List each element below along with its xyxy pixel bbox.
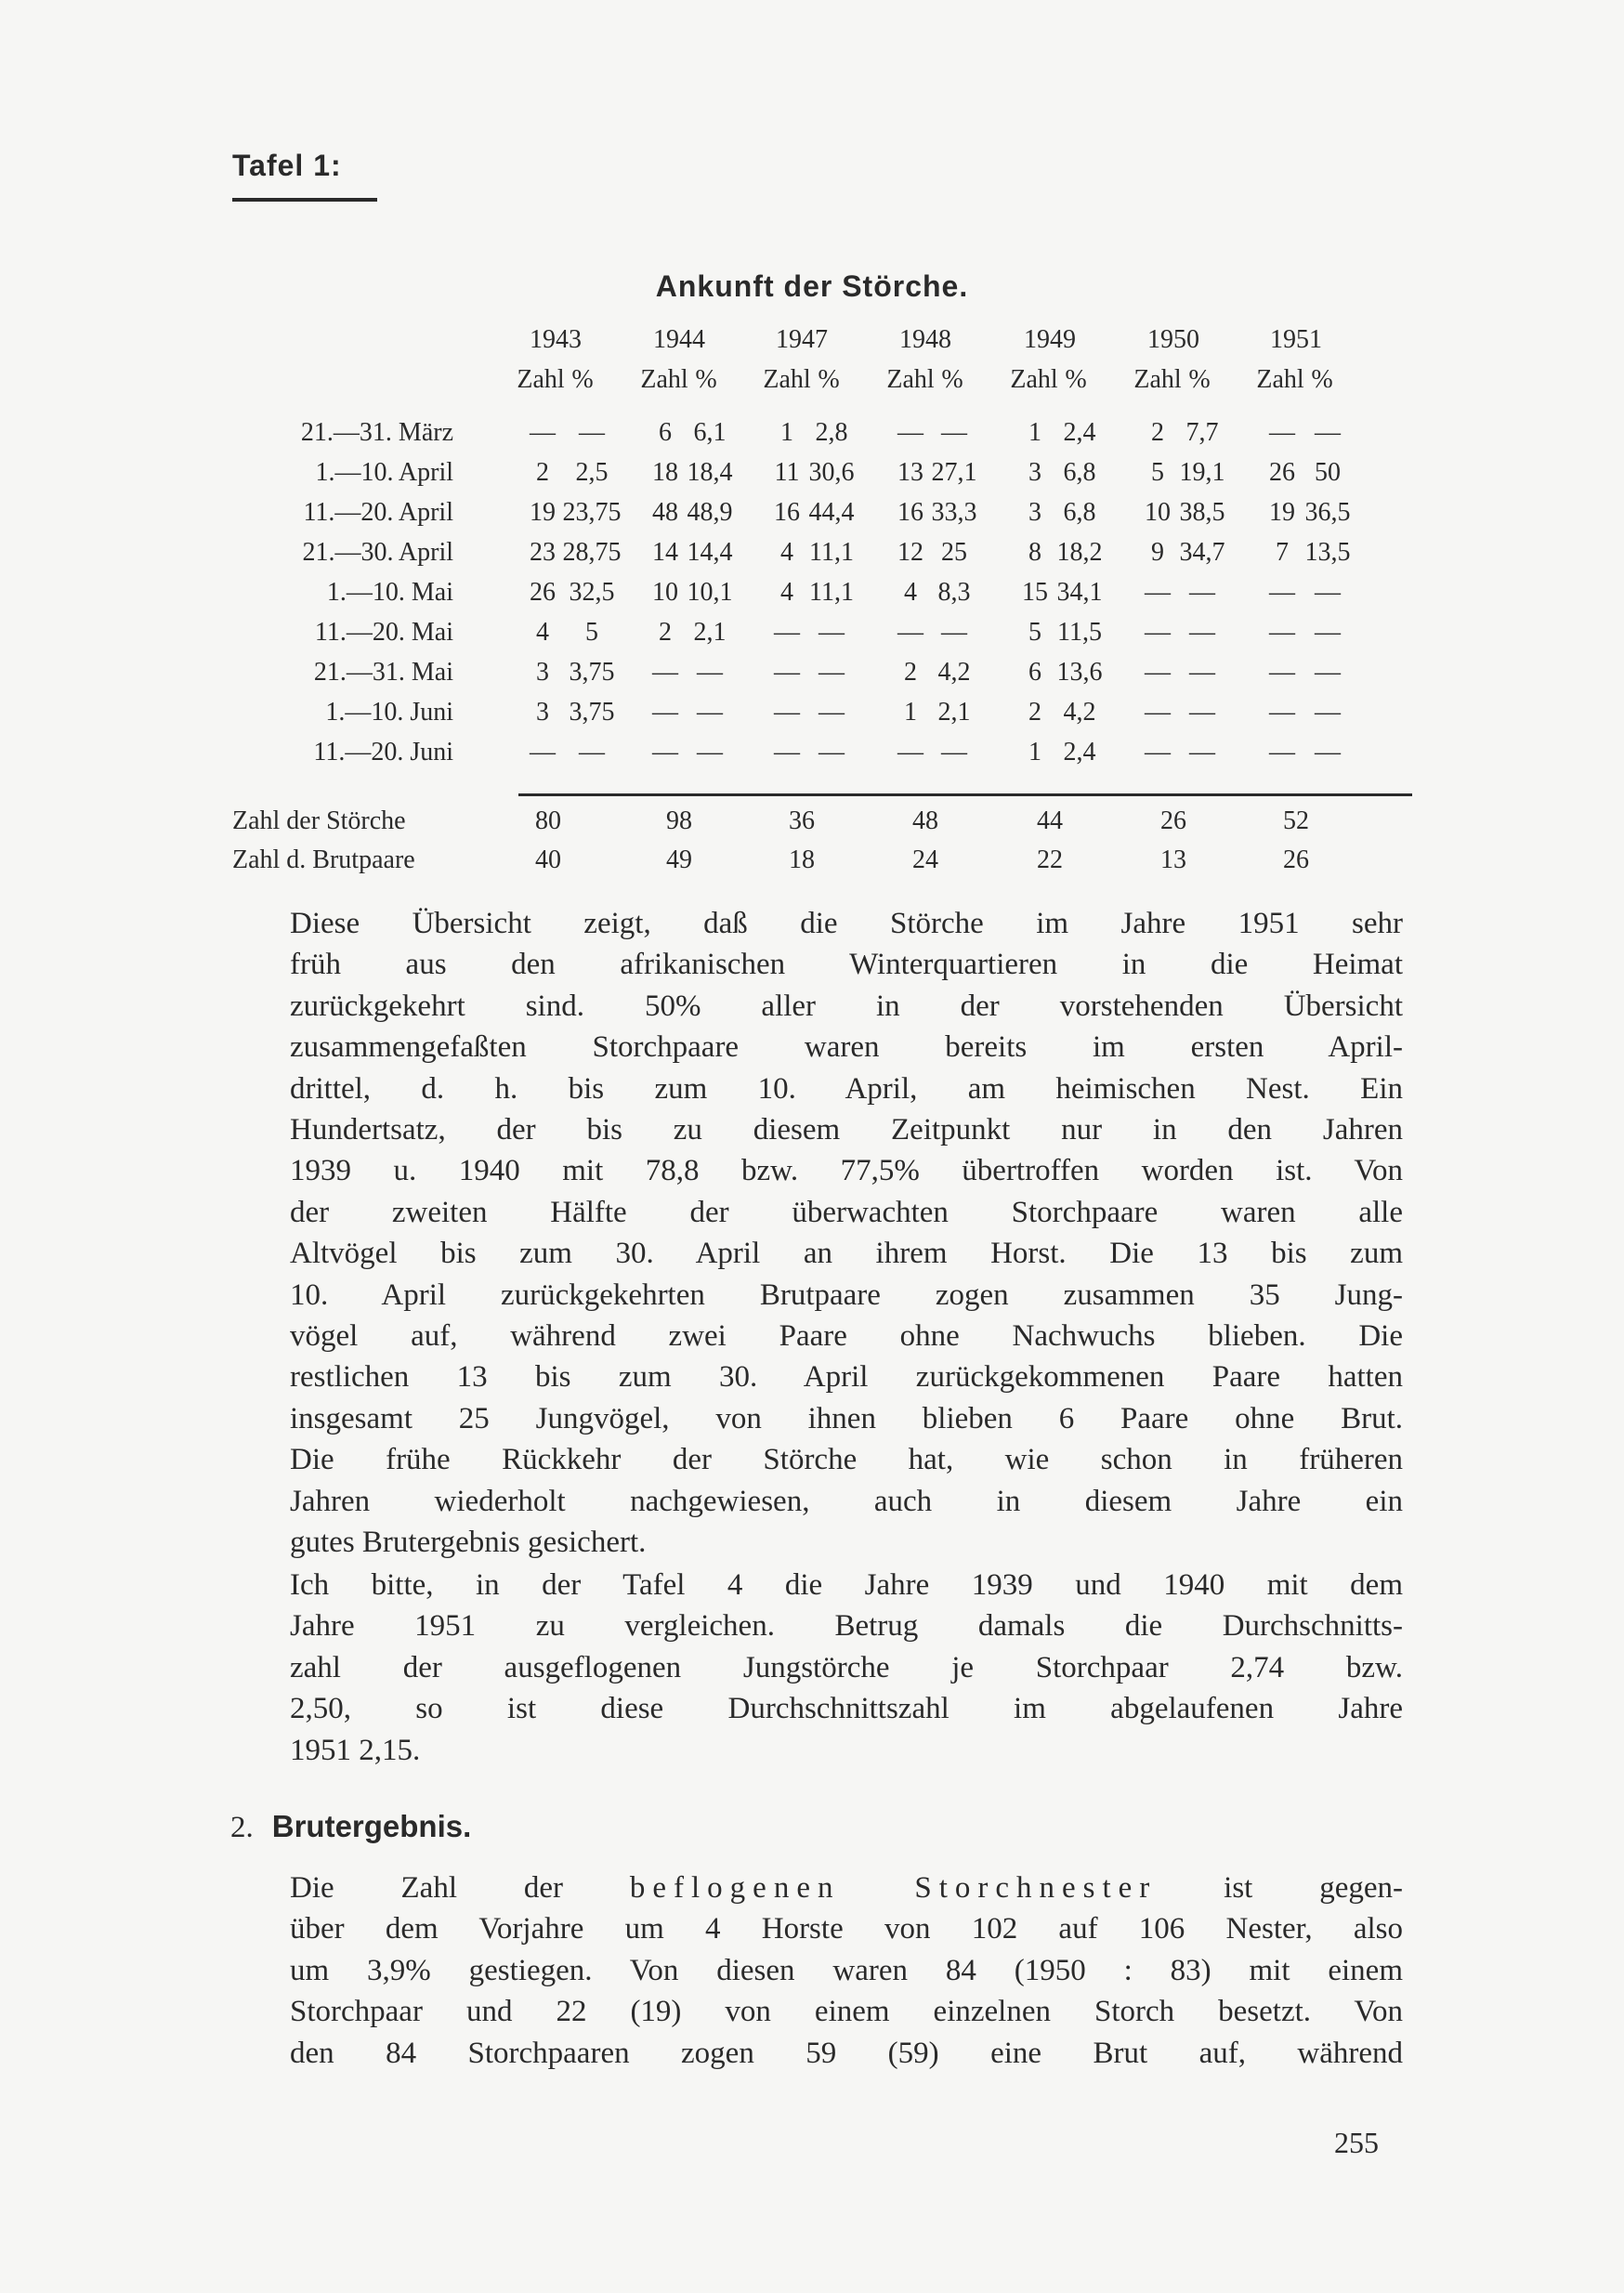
table-cell: — (652, 658, 678, 687)
table-cell: 27,1 (931, 458, 977, 487)
table-row (223, 618, 1412, 659)
table-cell: 6 (1028, 658, 1041, 687)
table-cell: — (1315, 578, 1341, 607)
section-heading (230, 1809, 471, 1845)
col-subheader: Zahl (640, 365, 688, 394)
table-cell: 6,1 (693, 418, 727, 447)
table-cell: 2,5 (575, 458, 609, 487)
table-cell: 4 (780, 538, 793, 567)
table-cell: — (1189, 618, 1215, 647)
text-line: 1951 2,15. (290, 1733, 421, 1767)
table-cell: — (1269, 578, 1295, 607)
paragraph (290, 1565, 1403, 1771)
totals-cell: 49 (666, 845, 692, 874)
text-line: den 84 Storchpaaren zogen 59 (59) eine Brut auf, während (290, 2036, 1403, 2070)
text-line: Hundertsatz, der bis zu diesem Zeitpunkt nur in den Jahren (290, 1113, 1403, 1147)
table-cell: 8,3 (937, 578, 971, 607)
table-cell: 3 (536, 658, 549, 687)
period-label: 21.—31. März (300, 418, 453, 447)
table-cell: 14 (652, 538, 678, 567)
table-cell: 3 (1028, 458, 1041, 487)
col-subheader: % (571, 365, 594, 394)
table-cell: 2,1 (937, 698, 971, 727)
table-cell: 2,4 (1063, 738, 1096, 767)
totals-cell: 13 (1160, 845, 1186, 874)
text-line: über dem Vorjahre um 4 Horste von 102 auf 106 Nester, also (290, 1912, 1403, 1946)
totals-cell: 80 (535, 806, 561, 835)
table-cell: 4 (780, 578, 793, 607)
table-cell: — (1315, 738, 1341, 767)
table-cell: 2 (659, 618, 672, 647)
text-line: Jahren wiederholt nachgewiesen, auch in diesem Jahre ein (290, 1484, 1403, 1518)
text-line: um 3,9% gestiegen. Von diesen waren 84 (1950 : 83) mit einem (290, 1953, 1403, 1987)
table-cell: 25 (941, 538, 967, 567)
table-cell: 34,1 (1056, 578, 1103, 607)
table-cell: 1 (780, 418, 793, 447)
col-subheader: % (1311, 365, 1333, 394)
col-subheader: Zahl (763, 365, 811, 394)
table-row (223, 458, 1412, 499)
table-cell: — (697, 738, 723, 767)
table-cell: — (652, 738, 678, 767)
text-line: 2,50, so ist diese Durchschnittszahl im abgelaufenen Jahre (290, 1692, 1403, 1726)
totals-cell: 40 (535, 845, 561, 874)
period-label: 11.—20. Juni (313, 738, 453, 767)
table-cell: 32,5 (569, 578, 615, 607)
paragraph (290, 1867, 1403, 2074)
table-cell: — (1269, 658, 1295, 687)
table-cell: 7 (1276, 538, 1289, 567)
table-cell: 19 (530, 498, 556, 527)
table-cell: 6,8 (1063, 458, 1096, 487)
table-row (223, 738, 1412, 779)
table-cell: 23 (530, 538, 556, 567)
totals-label: Zahl d. Brutpaare (232, 845, 415, 874)
table-cell: 48,9 (687, 498, 733, 527)
text-line: Jahre 1951 zu vergleichen. Betrug damals die Durchschnitts- (290, 1609, 1403, 1644)
table-cell: — (774, 658, 800, 687)
col-subheader: Zahl (1010, 365, 1058, 394)
table-cell: 6,8 (1063, 498, 1096, 527)
text-segment: Die Zahl der (290, 1871, 563, 1905)
text-line (290, 1867, 1403, 1908)
table-cell: — (897, 738, 923, 767)
page-number: 255 (1334, 2126, 1379, 2159)
col-subheader: Zahl (886, 365, 935, 394)
totals-cell: 26 (1283, 845, 1309, 874)
table-cell: — (1145, 738, 1171, 767)
table-cell: 11 (774, 458, 800, 487)
table-cell: 5 (1151, 458, 1164, 487)
year-header: 1948 (899, 325, 951, 354)
text-line: restlichen 13 bis zum 30. April zurückgekommenen Paare hatten (290, 1360, 1403, 1395)
col-subheader: Zahl (517, 365, 565, 394)
text-line: insgesamt 25 Jungvögel, von ihnen blieben 6 Paare ohne Brut. (290, 1401, 1403, 1435)
text-line: zusammengefaßten Storchpaare waren bereits im ersten April- (290, 1030, 1403, 1065)
table-cell: — (819, 698, 845, 727)
table-cell: 14,4 (687, 538, 733, 567)
table-cell: 50 (1315, 458, 1341, 487)
table-cell: — (1189, 658, 1215, 687)
year-header: 1949 (1024, 325, 1076, 354)
table-cell: — (819, 738, 845, 767)
section-number: 2. (230, 1811, 254, 1844)
table-cell: 15 (1022, 578, 1048, 607)
col-subheader: Zahl (1256, 365, 1304, 394)
text-line: 10. April zurückgekehrten Brutpaare zogen zusammen 35 Jung- (290, 1278, 1403, 1312)
table-cell: — (897, 418, 923, 447)
table-title: Ankunft der Störche. (655, 269, 969, 303)
table-cell: — (1269, 738, 1295, 767)
period-label: 1.—10. Juni (325, 698, 453, 727)
text-segment: ist gegen- (1224, 1871, 1404, 1905)
table-cell: 11,1 (809, 578, 854, 607)
table-cell: 48 (652, 498, 678, 527)
year-header: 1950 (1147, 325, 1199, 354)
table-cell: 10,1 (687, 578, 733, 607)
totals-row (223, 845, 1412, 886)
col-subheader: Zahl (1133, 365, 1182, 394)
table-cell: 2,4 (1063, 418, 1096, 447)
col-subheader: % (1188, 365, 1211, 394)
table-cell: — (819, 618, 845, 647)
table-cell: 11,1 (809, 538, 854, 567)
table-cell: 1 (1028, 738, 1041, 767)
totals-cell: 36 (789, 806, 815, 835)
totals-cell: 26 (1160, 806, 1186, 835)
table-cell: 13,6 (1056, 658, 1103, 687)
table-cell: 3 (1028, 498, 1041, 527)
table-row (223, 698, 1412, 739)
totals-cell: 18 (789, 845, 815, 874)
table-cell: — (1269, 418, 1295, 447)
col-subheader: % (1065, 365, 1087, 394)
totals-cell: 52 (1283, 806, 1309, 835)
table-row (223, 538, 1412, 579)
table-cell: — (1189, 698, 1215, 727)
table-cell: 3,75 (569, 698, 615, 727)
table-cell: 16 (897, 498, 923, 527)
table-cell: 44,4 (808, 498, 855, 527)
table-cell: 1 (904, 698, 917, 727)
table-cell: 13 (897, 458, 923, 487)
table-cell: 26 (1269, 458, 1295, 487)
table-cell: — (1315, 618, 1341, 647)
table-cell: 4,2 (1063, 698, 1096, 727)
table-label-underline (232, 198, 377, 202)
table-cell: 1 (1028, 418, 1041, 447)
table-row (223, 578, 1412, 619)
table-cell: 38,5 (1179, 498, 1225, 527)
table-cell: 2,1 (693, 618, 727, 647)
table-cell: — (941, 738, 967, 767)
table-cell: 5 (585, 618, 598, 647)
table-cell: — (697, 658, 723, 687)
emphasized-term: beflogenen Storchnester (629, 1871, 1158, 1905)
text-line: Diese Übersicht zeigt, daß die Störche im Jahre 1951 sehr (290, 907, 1403, 940)
table-cell: — (1269, 618, 1295, 647)
text-line: vögel auf, während zwei Paare ohne Nachwuchs blieben. Die (290, 1319, 1403, 1354)
year-header: 1943 (530, 325, 582, 354)
table-cell: — (530, 738, 556, 767)
table-cell: 16 (774, 498, 800, 527)
table-cell: — (774, 738, 800, 767)
table-cell: 23,75 (562, 498, 622, 527)
table-cell: — (1189, 578, 1215, 607)
table-cell: 5 (1028, 618, 1041, 647)
table-cell: 2 (1028, 698, 1041, 727)
table-cell: 2 (904, 658, 917, 687)
totals-cell: 48 (912, 806, 938, 835)
totals-row (223, 806, 1412, 847)
table-cell: — (579, 418, 605, 447)
table-cell: — (1315, 698, 1341, 727)
table-cell: — (774, 698, 800, 727)
text-line: 1939 u. 1940 mit 78,8 bzw. 77,5% übertroffen worden ist. Von (290, 1154, 1403, 1188)
table-cell: 34,7 (1179, 538, 1225, 567)
period-label: 11.—20. April (303, 498, 453, 527)
year-header-row (223, 325, 1412, 366)
table-cell: — (530, 418, 556, 447)
table-cell: — (1145, 578, 1171, 607)
table-cell: — (819, 658, 845, 687)
section-title: Brutergebnis. (271, 1809, 472, 1843)
table-cell: 3,75 (569, 658, 615, 687)
table-cell: — (1145, 658, 1171, 687)
table-cell: — (897, 618, 923, 647)
table-cell: 7,7 (1185, 418, 1219, 447)
totals-label: Zahl der Störche (232, 806, 406, 835)
table-cell: 2,8 (815, 418, 848, 447)
table-cell: 2 (1151, 418, 1164, 447)
table-cell: 8 (1028, 538, 1041, 567)
table-cell: 26 (530, 578, 556, 607)
table-cell: — (1315, 418, 1341, 447)
table-divider (518, 793, 1412, 796)
table-cell: 36,5 (1304, 498, 1351, 527)
table-cell: 6 (659, 418, 672, 447)
col-subheader: % (941, 365, 963, 394)
table-cell: 33,3 (931, 498, 977, 527)
totals-cell: 44 (1037, 806, 1063, 835)
table-label: Tafel 1: (232, 149, 342, 182)
text-line: drittel, d. h. bis zum 10. April, am heimischen Nest. Ein (290, 1071, 1403, 1106)
year-header: 1947 (776, 325, 828, 354)
table-cell: 19,1 (1179, 458, 1225, 487)
table-cell: — (1189, 738, 1215, 767)
table-cell: 2 (536, 458, 549, 487)
text-line: zurückgekehrt sind. 50% aller in der vorstehenden Übersicht (290, 989, 1403, 1023)
totals-cell: 24 (912, 845, 938, 874)
table-cell: 13,5 (1304, 538, 1351, 567)
col-subheader: % (818, 365, 840, 394)
table-row (223, 418, 1412, 459)
table-cell: 30,6 (808, 458, 855, 487)
text-line: Die frühe Rückkehr der Störche hat, wie schon in früheren (290, 1443, 1403, 1477)
text-line: Ich bitte, in der Tafel 4 die Jahre 1939 und 1940 mit dem (290, 1568, 1403, 1602)
table-cell: 9 (1151, 538, 1164, 567)
table-cell: — (1269, 698, 1295, 727)
table-cell: — (652, 698, 678, 727)
text-line: früh aus den afrikanischen Winterquartieren in die Heimat (290, 948, 1403, 982)
totals-cell: 22 (1037, 845, 1063, 874)
table-cell: 10 (652, 578, 678, 607)
table-cell: — (579, 738, 605, 767)
period-label: 11.—20. Mai (314, 618, 453, 647)
year-header: 1951 (1270, 325, 1322, 354)
table-cell: 18 (652, 458, 678, 487)
table-cell: 18,2 (1056, 538, 1103, 567)
totals-cell: 98 (666, 806, 692, 835)
table-cell: — (697, 698, 723, 727)
table-cell: — (941, 418, 967, 447)
text-line: Altvögel bis zum 30. April an ihrem Horst. Die 13 bis zum (290, 1237, 1403, 1271)
table-cell: 11,5 (1057, 618, 1102, 647)
table-row (223, 658, 1412, 699)
table-cell: 28,75 (562, 538, 622, 567)
paragraph (290, 903, 1403, 1564)
subheader-row (223, 365, 1412, 406)
period-label: 21.—30. April (302, 538, 453, 567)
table-cell: 12 (897, 538, 923, 567)
text-line: zahl der ausgeflogenen Jungstörche je Storchpaar 2,74 bzw. (290, 1650, 1403, 1684)
text-line: der zweiten Hälfte der überwachten Storchpaare waren alle (290, 1195, 1403, 1229)
text-line: Storchpaar und 22 (19) von einem einzelnen Storch besetzt. Von (290, 1995, 1403, 2029)
period-label: 21.—31. Mai (313, 658, 453, 687)
table-cell: — (941, 618, 967, 647)
table-row (223, 498, 1412, 539)
table-cell: 3 (536, 698, 549, 727)
table-cell: 4 (904, 578, 917, 607)
col-subheader: % (695, 365, 717, 394)
table-cell: 4 (536, 618, 549, 647)
table-cell: 19 (1269, 498, 1295, 527)
table-cell: — (774, 618, 800, 647)
table-cell: — (1145, 618, 1171, 647)
period-label: 1.—10. April (315, 458, 453, 487)
table-cell: — (1315, 658, 1341, 687)
table-cell: 18,4 (687, 458, 733, 487)
period-label: 1.—10. Mai (326, 578, 453, 607)
year-header: 1944 (653, 325, 705, 354)
table-cell: — (1145, 698, 1171, 727)
table-cell: 10 (1145, 498, 1171, 527)
table-cell: 4,2 (937, 658, 971, 687)
text-line: gutes Brutergebnis gesichert. (290, 1526, 647, 1560)
